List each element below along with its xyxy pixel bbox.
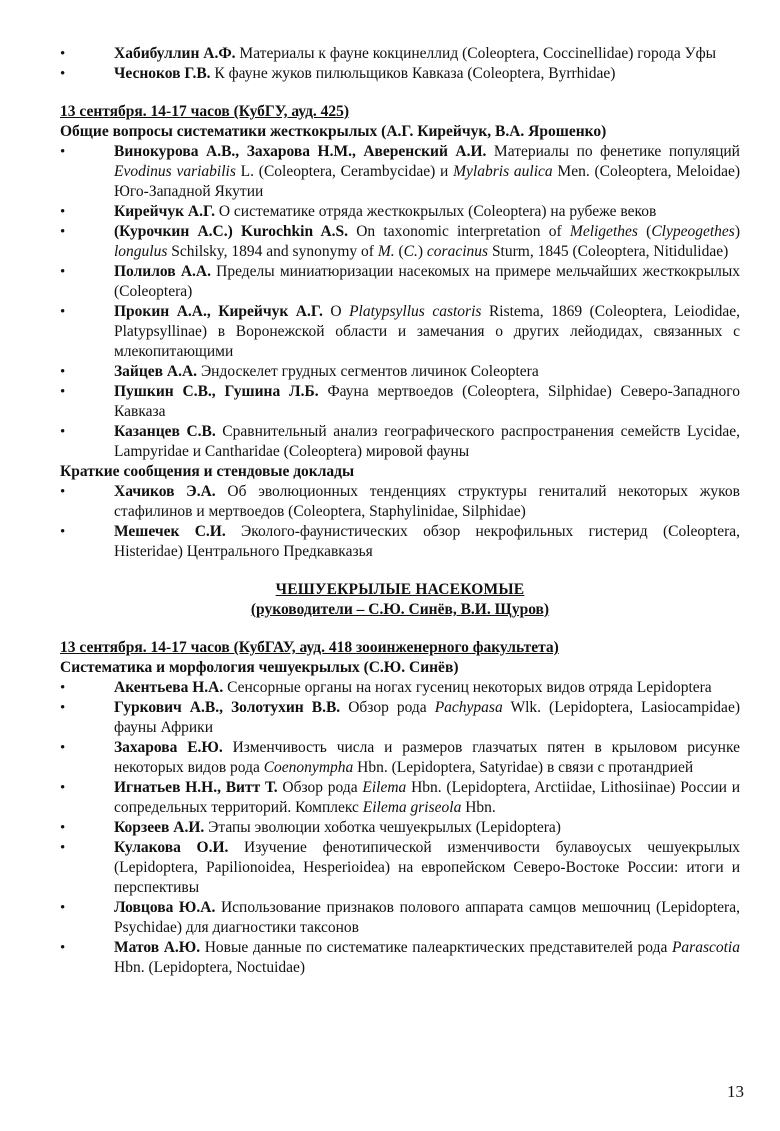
talk-title: Этапы эволюции хоботка чешуекрылых (Lepidoptera) (204, 819, 561, 836)
talk-title: Новые данные по систематике палеарктических представителей рода (200, 939, 672, 956)
talk-title: К фауне жуков пилюльщиков Кавказа (Coleoptera, Byrrhidae) (210, 65, 616, 82)
author: Мешечек С.И. (114, 523, 226, 540)
talk-title: Материалы к фауне кокцинеллид (Coleoptera, Coccinellidae) города Уфы (235, 45, 717, 62)
talk-title: Men. (Coleoptera, Meloidae) Юго-Западной Якутии (114, 163, 740, 200)
page-number: 13 (727, 1082, 744, 1101)
list-item (60, 302, 740, 362)
list-item (60, 698, 740, 738)
author: Хачиков Э.А. (114, 483, 216, 500)
author: Пушкин С.В., Гушина Л.Б. (114, 383, 319, 400)
group-heading: Краткие сообщения и стендовые доклады (60, 463, 355, 480)
author: Кулакова О.И. (114, 839, 229, 856)
bullet-icon: • (60, 840, 66, 856)
taxon-name: Parascotia (671, 939, 740, 956)
talk-title: ) (734, 223, 740, 240)
talk-title: Эндоскелет грудных сегментов личинок Coleoptera (197, 363, 539, 380)
section-subtitle: (руководители – С.Ю. Синёв, В.И. Щуров) (250, 601, 550, 618)
taxon-name: Evodinus variabilis (114, 163, 236, 180)
taxon-name: Clypeogethes (651, 223, 735, 240)
list-item (60, 522, 740, 562)
talk-title: Об эволюционных тенденциях структуры гениталий некоторых жуков стафилинов и мертвоедов (Coleoptera, Staphylinidae, Silphidae) (114, 483, 740, 520)
list-item (60, 738, 740, 778)
list-item (60, 938, 740, 978)
talk-title: Hbn. (Lepidoptera, Noctuidae) (114, 959, 306, 976)
list-item (60, 202, 740, 222)
author: Гуркович А.В., Золотухин В.В. (114, 699, 341, 716)
taxon-name: Pachypasa (434, 699, 503, 716)
list-item (60, 778, 740, 818)
bullet-icon: • (60, 524, 66, 540)
taxon-name: Coenonympha (263, 759, 354, 776)
list-item (60, 222, 740, 262)
bullet-icon: • (60, 304, 66, 320)
author: Винокурова А.В., Захарова Н.М., Аверенский А.И. (114, 143, 487, 160)
bullet-icon: • (60, 224, 66, 240)
talk-title: Обзор рода (340, 699, 435, 716)
taxon-name: longulus (114, 243, 168, 260)
talk-title: Hbn. (461, 799, 496, 816)
taxon-name: Mylabris aulica (453, 163, 553, 180)
author: Корзеев А.И. (114, 819, 205, 836)
session-heading: 13 сентября. 14-17 часов (КубГУ, ауд. 425) (60, 103, 350, 120)
talk-title: Сенсорные органы на ногах гусениц некоторых видов отряда Lepidoptera (223, 679, 712, 696)
author: Зайцев А.А. (114, 363, 198, 380)
author: Акентьева Н.А. (114, 679, 224, 696)
talk-title: On taxonomic interpretation of (348, 223, 570, 240)
talk-title: Эколого-фаунистических обзор некрофильных гистерид (Coleoptera, Histeridae) Центрального Предкавказья (114, 523, 740, 560)
bullet-icon: • (60, 46, 66, 62)
author: Хабибуллин А.Ф. (114, 45, 236, 62)
bullet-icon: • (60, 780, 66, 796)
taxon-name: Platypsyllus castoris (349, 303, 482, 320)
talk-title: Изучение фенотипической изменчивости булавоусых чешуекрылых (Lepidoptera, Papilionoidea, Hesperioidea) на европейском Северо-Востоке России: итоги и перспективы (114, 839, 740, 896)
author: Ловцова Ю.А. (114, 899, 216, 916)
talk-title: Сравнительный анализ географического распространения семейств Lycidae, Lampyridae и Cantharidae (Coleoptera) мировой фауны (114, 423, 740, 460)
bullet-icon: • (60, 900, 66, 916)
taxon-name: coracinus (426, 243, 489, 260)
bullet-icon: • (60, 740, 66, 756)
talk-title: О (322, 303, 350, 320)
list-item (60, 44, 740, 64)
talk-title: ( (637, 223, 652, 240)
author: Матов А.Ю. (114, 939, 201, 956)
list-item (60, 422, 740, 462)
author: Чесноков Г.В. (114, 65, 211, 82)
talk-title: О систематике отряда жесткокрылых (Coleoptera) на рубеже веков (214, 203, 657, 220)
list-item (60, 482, 740, 522)
talk-title: Schilsky, 1894 and synonymy of (167, 243, 378, 260)
talk-title: Фауна мертвоедов (Coleoptera, Silphidae) Северо-Западного Кавказа (114, 383, 741, 420)
bullet-icon: • (60, 940, 66, 956)
bullet-icon: • (60, 484, 66, 500)
group-heading: Систематика и морфология чешуекрылых (С.Ю. Синёв) (60, 659, 459, 676)
list-item (60, 382, 740, 422)
bullet-icon: • (60, 364, 66, 380)
author: Кирейчук А.Г. (114, 203, 215, 220)
bullet-icon: • (60, 820, 66, 836)
talk-title: Hbn. (Lepidoptera, Satyridae) в связи с протандрией (353, 759, 694, 776)
bullet-icon: • (60, 384, 66, 400)
taxon-name: C. (403, 243, 418, 260)
talk-title: Hbn. (Lepidoptera, Arctiidae, Lithosiinae) России и сопредельных территорий. Комплекс (114, 779, 740, 816)
list-item (60, 678, 740, 698)
bullet-icon: • (60, 680, 66, 696)
talk-title: Wlk. (Lepidoptera, Lasiocampidae) фауны Африки (114, 699, 740, 736)
list-item (60, 838, 740, 898)
author: (Курочкин А.С.) Kurochkin A.S. (114, 223, 349, 240)
author: Прокин А.А., Кирейчук А.Г. (114, 303, 323, 320)
list-item (60, 898, 740, 938)
bullet-icon: • (60, 144, 66, 160)
top-list (60, 44, 740, 84)
list-item (60, 64, 740, 84)
bullet-icon: • (60, 66, 66, 82)
talk-title: ) (417, 243, 427, 260)
talk-title: Обзор рода (277, 779, 363, 796)
talk-title: Sturm, 1845 (Coleoptera, Nitidulidae) (488, 243, 729, 260)
author: Игнатьев Н.Н., Витт Т. (114, 779, 278, 796)
author: Захарова Е.Ю. (114, 739, 223, 756)
session-heading: 13 сентября. 14-17 часов (КубГАУ, ауд. 418 зооинженерного факультета) (60, 639, 559, 656)
talk-title: Ristema, 1869 (Coleoptera, Leiodidae, Platypsyllinae) в Воронежской области и замечания о других лейодидах, связанных с млекопитающими (114, 303, 741, 360)
talk-title: Изменчивость числа и размеров глазчатых пятен в крыловом рисунке некоторых видов рода (114, 739, 740, 776)
section-title: ЧЕШУЕКРЫЛЫЕ НАСЕКОМЫЕ (275, 581, 525, 598)
author: Казанцев С.В. (114, 423, 216, 440)
talk-title: Использование признаков полового аппарата самцов мешочниц (Lepidoptera, Psychidae) для диагностики таксонов (114, 899, 740, 936)
talk-title: Пределы миниатюризации насекомых на примере мельчайших жесткокрылых (Coleoptera) (114, 263, 741, 300)
group-heading: Общие вопросы систематики жесткокрылых (А.Г. Кирейчук, В.А. Ярошенко) (60, 123, 607, 140)
talk-title: Материалы по фенетике популяций (486, 143, 740, 160)
bullet-icon: • (60, 700, 66, 716)
bullet-icon: • (60, 264, 66, 280)
talk-title: L. (Coleoptera, Cerambycidae) и (235, 163, 454, 180)
bullet-icon: • (60, 424, 66, 440)
taxon-name: M. (377, 243, 395, 260)
bullet-icon: • (60, 204, 66, 220)
document-page (60, 44, 740, 978)
taxon-name: Eilema (362, 779, 407, 796)
talk-title: ( (394, 243, 404, 260)
taxon-name: Eilema griseola (362, 799, 462, 816)
list-item (60, 362, 740, 382)
taxon-name: Meligethes (569, 223, 638, 240)
list-item (60, 142, 740, 202)
list-item (60, 818, 740, 838)
list-item (60, 262, 740, 302)
author: Полилов А.А. (114, 263, 211, 280)
